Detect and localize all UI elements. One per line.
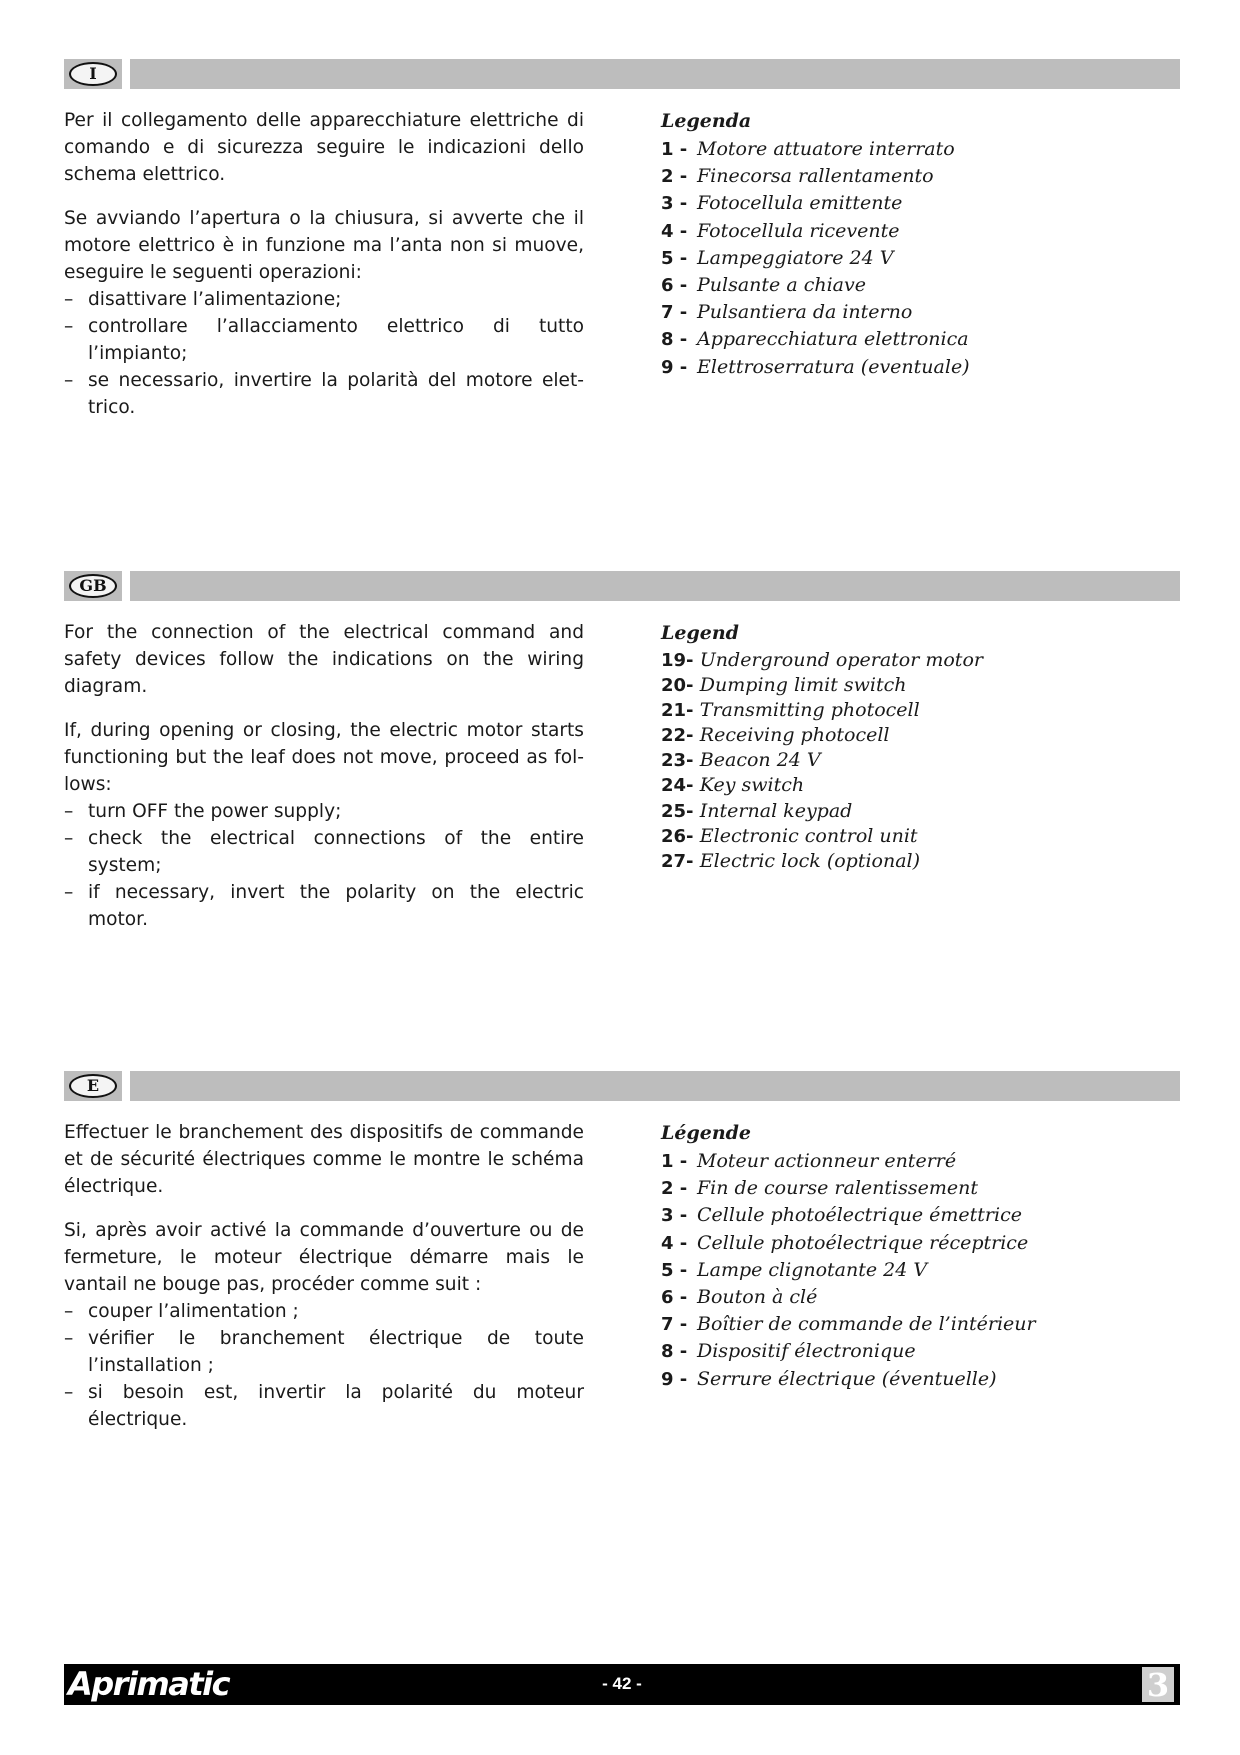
legend-text: Dumping limit switch: [699, 674, 907, 697]
legend-number: 1 -: [661, 1151, 694, 1172]
chapter-number: 3: [1142, 1667, 1174, 1702]
legend-number: 4 -: [661, 220, 694, 242]
legend-number: 8 -: [661, 1341, 694, 1363]
legend-number: 5 -: [661, 1259, 694, 1281]
legend-number: 24-: [661, 775, 700, 797]
page-number: - 42 -: [602, 1674, 642, 1693]
legend-text: Cellule photoélectrique émettrice: [697, 1204, 1022, 1227]
legend-number: 25-: [661, 800, 700, 822]
legend-number: 6 -: [661, 275, 694, 297]
legend-text: Fotocellula ricevente: [697, 219, 900, 242]
legend-text: Apparecchiatura elettronica: [697, 328, 969, 351]
legend-number: 9 -: [661, 1368, 694, 1390]
legend-number: 8 -: [661, 329, 694, 351]
legend-item: [661, 748, 1161, 773]
legend-number: 2 -: [661, 166, 694, 188]
legend-text: Key switch: [699, 774, 805, 797]
list-item: – turn OFF the power supply;: [64, 798, 584, 825]
paragraph: If, during opening or closing, the electric motor starts functioning but the leaf does not move, proceed as fol-lows:: [64, 720, 584, 795]
language-badge: [64, 59, 122, 89]
legend-item: [661, 136, 1161, 163]
list-item: – si besoin est, invertir la polarité du moteur électrique.: [64, 1379, 584, 1433]
legend-text: Lampeggiatore 24 V: [697, 246, 894, 269]
legend: [661, 619, 1161, 874]
legend-item: [661, 849, 1161, 874]
legend: [661, 1119, 1161, 1393]
legend-number: 5 -: [661, 247, 694, 269]
brand-logo: Aprimatic: [68, 1665, 230, 1703]
legend-text: Elettroserratura (eventuale): [697, 355, 970, 378]
step-list: [64, 286, 584, 421]
legend-number: 20-: [661, 675, 700, 697]
section-header: [64, 1071, 1180, 1101]
legend-number: 27-: [661, 850, 700, 872]
legend-number: 22-: [661, 725, 700, 747]
paragraph: Effectuer le branchement des dispositifs de commande et de sécurité électriques comme le montre le schéma électrique.: [64, 1122, 584, 1197]
legend-number: 21-: [661, 700, 700, 722]
legend-text: Beacon 24 V: [699, 749, 821, 772]
legend-item: [661, 1284, 1161, 1311]
legend-item: [661, 326, 1161, 353]
list-item: – se necessario, invertire la polarità del motore elet-trico.: [64, 367, 584, 421]
list-item: – vérifier le branchement électrique de toute l’installation ;: [64, 1325, 584, 1379]
legend-text: Lampe clignotante 24 V: [697, 1258, 928, 1281]
legend-text: Serrure électrique (éventuelle): [697, 1367, 997, 1390]
legend-number: 3 -: [661, 1205, 694, 1227]
legend-text: Electronic control unit: [699, 824, 918, 847]
legend-item: [661, 1257, 1161, 1284]
legend-item: [661, 1338, 1161, 1365]
legend-title: Légende: [661, 1122, 752, 1144]
legend-number: 9 -: [661, 356, 694, 378]
legend-item: [661, 1175, 1161, 1202]
legend-text: Motore attuatore interrato: [697, 138, 955, 160]
legend-number: 19-: [661, 650, 700, 671]
legend-item: [661, 218, 1161, 245]
legend-item: [661, 773, 1161, 798]
legend-text: Cellule photoélectrique réceptrice: [697, 1231, 1029, 1254]
legend-text: Receiving photocell: [699, 724, 890, 747]
section-header: [64, 571, 1180, 601]
legend-item: [661, 698, 1161, 723]
paragraph: For the connection of the electrical command and safety devices follow the indications on the wiring diagram.: [64, 622, 584, 697]
header-bar: [130, 59, 1180, 89]
legend-item: [661, 1202, 1161, 1229]
legend-item: [661, 1366, 1161, 1393]
legend-item: [661, 245, 1161, 272]
legend-number: 4 -: [661, 1232, 694, 1254]
legend-item: [661, 824, 1161, 849]
legend-item: [661, 1148, 1161, 1175]
legend-item: [661, 354, 1161, 381]
list-item: – couper l’alimentation ;: [64, 1298, 584, 1325]
language-badge: [64, 1071, 122, 1101]
paragraph: Si, après avoir activé la commande d’ouverture ou de fermeture, le moteur électrique démarre mais le vantail ne bouge pas, procéder comme suit :: [64, 1220, 584, 1295]
legend-number: 7 -: [661, 1314, 694, 1336]
legend-number: 2 -: [661, 1178, 694, 1200]
legend-text: Pulsantiera da interno: [697, 301, 913, 324]
language-code: E: [69, 1074, 117, 1098]
legend-text: Transmitting photocell: [699, 699, 920, 722]
legend-text: Fin de course ralentissement: [697, 1177, 978, 1200]
legend-text: Electric lock (optional): [699, 849, 921, 872]
language-code: I: [69, 62, 117, 86]
instructions-text: [64, 107, 584, 421]
legend-number: 3 -: [661, 193, 694, 215]
list-item: – check the electrical connections of the entire system;: [64, 825, 584, 879]
legend-text: Internal keypad: [699, 799, 853, 822]
legend-item: [661, 1230, 1161, 1257]
paragraph: Se avviando l’apertura o la chiusura, si avverte che il motore elettrico è in funzione ma l’anta non si muove, eseguire le seguenti operazioni:: [64, 208, 584, 283]
header-bar: [130, 571, 1180, 601]
step-list: [64, 1298, 584, 1433]
legend-item: [661, 723, 1161, 748]
legend-number: 7 -: [661, 302, 694, 324]
legend-item: [661, 299, 1161, 326]
legend-text: Fotocellula emittente: [697, 192, 903, 215]
legend-text: Boîtier de commande de l’intérieur: [697, 1313, 1036, 1336]
paragraph: Per il collegamento delle apparecchiature elettriche di comando e di sicurezza seguire le indicazioni dello schema elettrico.: [64, 110, 584, 185]
legend-number: 23-: [661, 750, 700, 772]
language-code: GB: [69, 574, 117, 598]
instructions-text: [64, 1119, 584, 1433]
legend-number: 26-: [661, 825, 700, 847]
legend-item: [661, 673, 1161, 698]
legend-item: [661, 272, 1161, 299]
legend-number: 6 -: [661, 1287, 694, 1309]
legend-text: Pulsante a chiave: [697, 274, 866, 297]
legend-text: Moteur actionneur enterré: [697, 1150, 957, 1172]
header-bar: [130, 1071, 1180, 1101]
legend-text: Finecorsa rallentamento: [697, 165, 934, 188]
legend-text: Bouton à clé: [697, 1286, 818, 1309]
section-header: [64, 59, 1180, 89]
list-item: – if necessary, invert the polarity on the electric motor.: [64, 879, 584, 933]
legend-item: [661, 799, 1161, 824]
legend-item: [661, 648, 1161, 673]
list-item: – controllare l’allacciamento elettrico di tutto l’impianto;: [64, 313, 584, 367]
legend-text: Dispositif électronique: [697, 1340, 916, 1363]
legend-item: [661, 163, 1161, 190]
page-footer: [64, 1664, 1180, 1705]
list-item: – disattivare l’alimentazione;: [64, 286, 584, 313]
legend-item: [661, 1311, 1161, 1338]
legend-title: Legenda: [661, 110, 752, 132]
instructions-text: [64, 619, 584, 933]
legend-number: 1 -: [661, 139, 694, 160]
legend-item: [661, 190, 1161, 217]
step-list: [64, 798, 584, 933]
legend: [661, 107, 1161, 381]
legend-text: Underground operator motor: [699, 649, 983, 671]
legend-title: Legend: [661, 622, 739, 644]
language-badge: [64, 571, 122, 601]
